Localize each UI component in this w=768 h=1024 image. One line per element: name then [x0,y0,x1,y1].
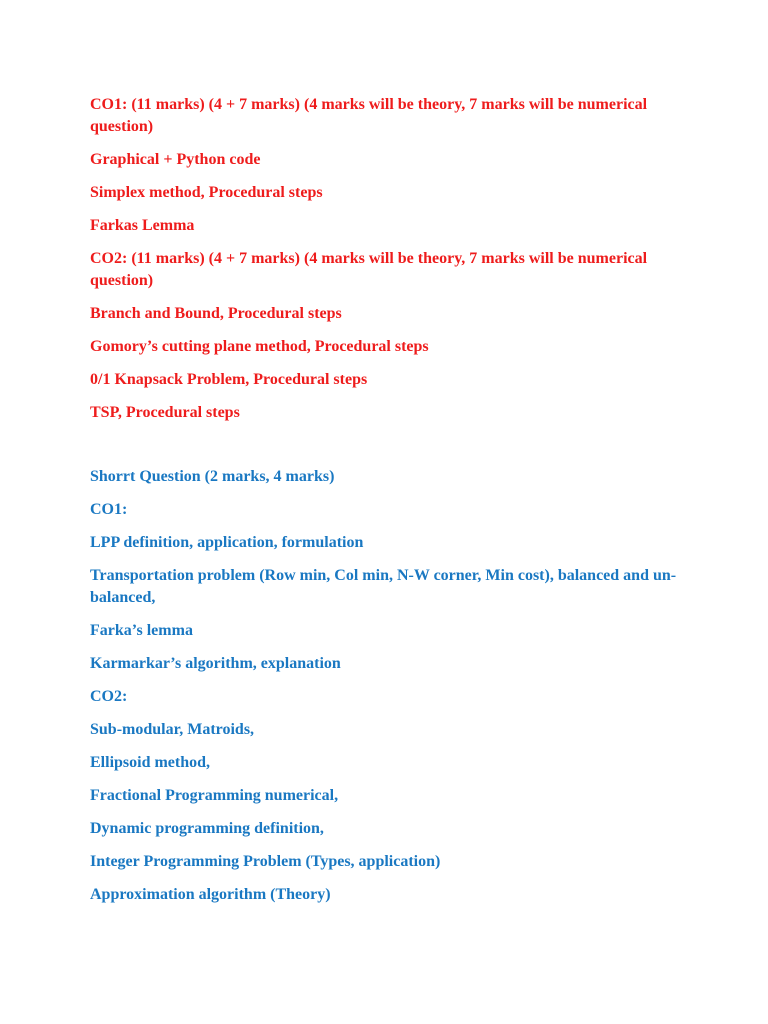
topic-line: 0/1 Knapsack Problem, Procedural steps [90,371,368,388]
co1-marks-line: CO1: (11 marks) (4 + 7 marks) (4 marks will be theory, 7 marks will be numerical question) [90,96,648,135]
topic-line: Integer Programming Problem (Types, application) [90,853,441,870]
short-question-heading: Shorrt Question (2 marks, 4 marks) [90,468,335,485]
topic-line: Graphical + Python code [90,151,261,168]
topic-line: Karmarkar’s algorithm, explanation [90,655,341,672]
topic-line: LPP definition, application, formulation [90,534,364,551]
topic-line: Farkas Lemma [90,217,195,234]
topic-line: TSP, Procedural steps [90,404,240,421]
topic-line: Farka’s lemma [90,622,193,639]
topic-line: Ellipsoid method, [90,754,211,771]
co2-marks-line: CO2: (11 marks) (4 + 7 marks) (4 marks will be theory, 7 marks will be numerical question) [90,250,648,289]
topic-line: Simplex method, Procedural steps [90,184,323,201]
exam-pattern-section [90,94,688,424]
section-spacer [90,435,688,466]
short-question-section [90,466,688,906]
co1-heading: CO1: [90,501,128,518]
topic-line: Sub-modular, Matroids, [90,721,255,738]
topic-line: Approximation algorithm (Theory) [90,886,331,903]
topic-line: Branch and Bound, Procedural steps [90,305,342,322]
topic-line: Transportation problem (Row min, Col min, N-W corner, Min cost), balanced and un-balanced, [90,567,677,606]
co2-heading: CO2: [90,688,128,705]
topic-line: Dynamic programming definition, [90,820,324,837]
topic-line: Fractional Programming numerical, [90,787,339,804]
topic-line: Gomory’s cutting plane method, Procedural steps [90,338,429,355]
